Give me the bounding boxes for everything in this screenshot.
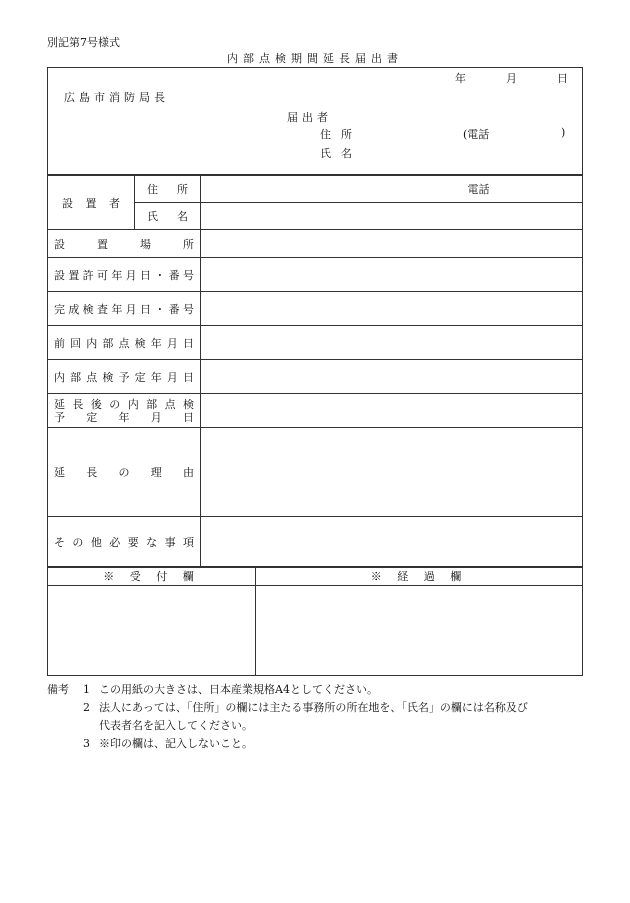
progress-box [256,586,583,676]
received-box [48,586,256,676]
installer-label-cell [48,176,135,230]
installer-tel-label: 電話 [467,183,490,196]
note-text: この用紙の大きさは、日本産業規格A4としてください。 [99,683,378,696]
note-num: 2 [83,701,90,714]
installer-address-label-cell [135,176,201,203]
installer-address-label: 住所 [147,183,188,196]
permit-field[interactable] [201,258,583,292]
installer-name-label: 氏名 [147,210,188,223]
reason-field[interactable] [201,428,583,517]
scheduled-inspection-label: 内部点検予定年月日 [54,370,194,384]
extended-inspection-label-cell [48,394,201,428]
previous-inspection-label-cell [48,326,201,360]
installer-label: 設置者 [62,196,120,210]
completion-label: 完成検査年月日・番号 [54,302,194,316]
note-item-2-cont [47,717,587,735]
permit-label: 設置許可年月日・番号 [54,268,194,282]
header-box [47,67,583,175]
month-label: 月 [506,72,517,85]
completion-field[interactable] [201,292,583,326]
other-field[interactable] [201,517,583,568]
note-text-cont: 代表者名を記入してください。 [99,719,253,732]
note-num: 1 [83,683,90,696]
date-line [455,70,568,86]
other-label-cell [48,517,201,568]
extended-inspection-label-line2: 予定年月日 [54,410,194,424]
note-text: 法人にあっては、「住所」の欄には主たる事務所の所在地を、「氏名」の欄には名称及び [99,701,528,714]
installer-name-label-cell [135,203,201,230]
note-text: ※印の欄は、記入しないこと。 [99,737,253,750]
reason-label-cell [48,428,201,517]
completion-label-cell [48,292,201,326]
form-title: 内部点検期間延長届出書 [227,52,403,65]
notifier-tel-label: (電話 [463,128,490,141]
note-item-3 [47,735,587,753]
notifier-address-label: 住所 [320,128,362,141]
reception-table [47,566,583,676]
year-label: 年 [455,72,466,85]
notifier-label: 届出者 [287,111,332,124]
form-table [47,175,583,568]
notes-heading: 備考 [47,683,69,696]
location-label-cell [48,230,201,258]
progress-header: ※ 経 過 欄 [256,567,583,586]
form-id: 別記第7号様式 [47,36,120,49]
notifier-name-label: 氏名 [320,147,362,160]
permit-label-cell [48,258,201,292]
installer-name-field[interactable] [201,203,583,230]
other-label: その他必要な事項 [54,536,194,549]
previous-inspection-label: 前回内部点検年月日 [54,336,194,350]
scheduled-inspection-label-cell [48,360,201,394]
location-label: 設置場所 [54,237,194,251]
previous-inspection-field[interactable] [201,326,583,360]
notes [47,681,587,753]
notifier-tel-close: ) [561,126,566,139]
day-label: 日 [557,72,568,85]
reason-label: 延長の理由 [54,466,194,479]
installer-tel-cell[interactable] [201,176,583,203]
scheduled-inspection-field[interactable] [201,360,583,394]
addressee: 広島市消防局長 [64,91,169,104]
received-header: ※ 受 付 欄 [48,567,256,586]
location-field[interactable] [201,230,583,258]
note-item-2 [47,699,587,717]
extended-inspection-field[interactable] [201,394,583,428]
extended-inspection-label-line1: 延長後の内部点検 [54,397,194,411]
note-num: 3 [83,737,90,750]
note-item-1 [47,681,587,699]
